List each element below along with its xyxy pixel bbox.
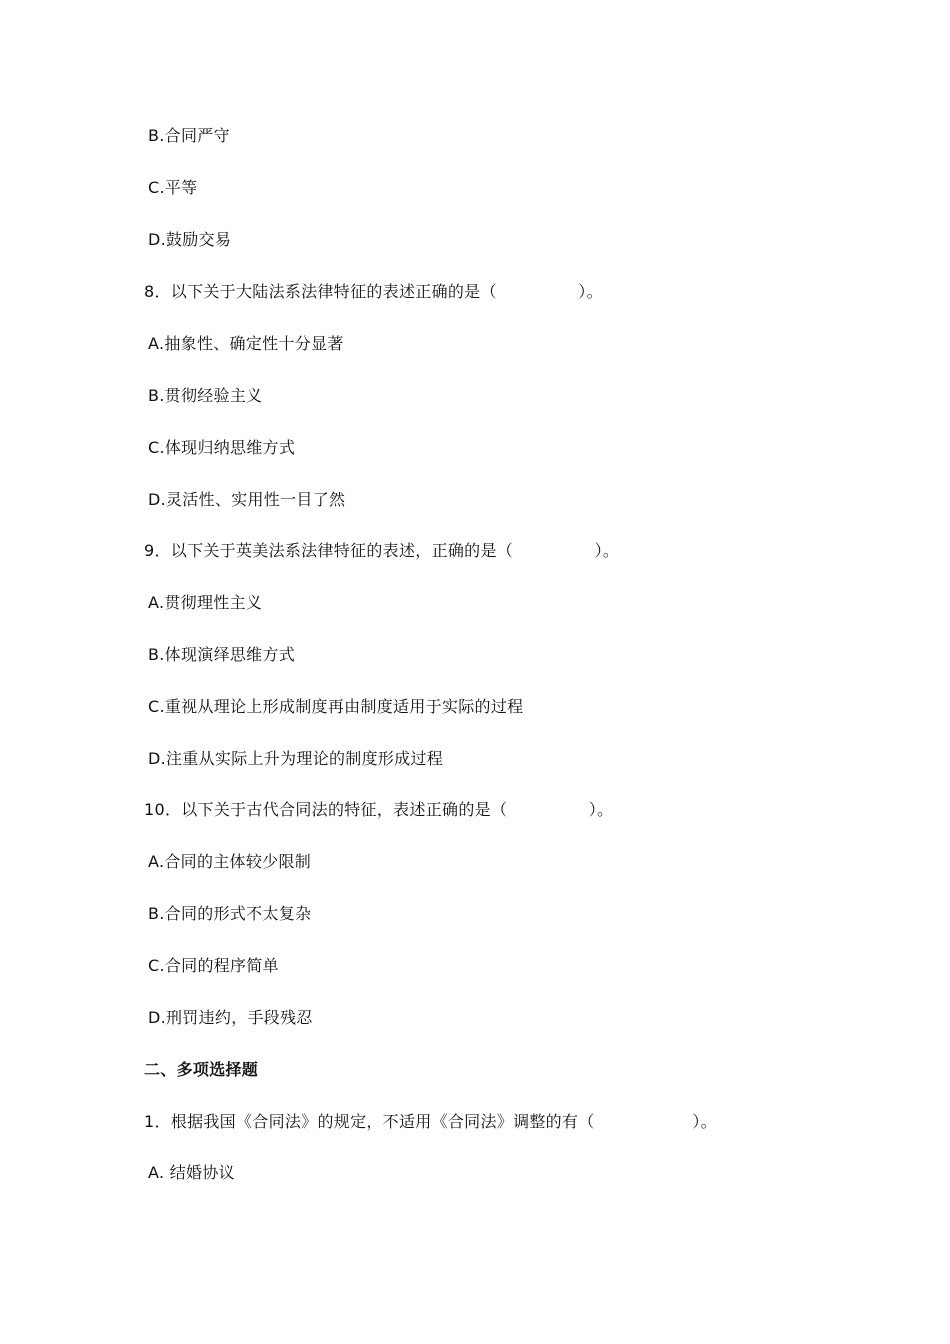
q10-option-c: C.合同的程序简单	[148, 956, 279, 975]
q7-option-d: D.鼓励交易	[148, 230, 232, 249]
q7-option-c: C.平等	[148, 178, 198, 197]
q7-option-b: B.合同严守	[148, 126, 230, 145]
q8-stem: 8．以下关于大陆法系法律特征的表述正确的是（ ）。	[144, 282, 603, 301]
section-heading-multiple-choice: 二、多项选择题	[144, 1060, 259, 1079]
q9-option-c: C.重视从理论上形成制度再由制度适用于实际的过程	[148, 697, 524, 716]
q9-stem: 9．以下关于英美法系法律特征的表述，正确的是（ ）。	[144, 541, 620, 560]
multi-q1-stem: 1．根据我国《合同法》的规定，不适用《合同法》调整的有（ ）。	[144, 1112, 717, 1131]
q9-option-b: B.体现演绎思维方式	[148, 645, 296, 664]
q8-option-a: A.抽象性、确定性十分显著	[148, 334, 344, 353]
q9-option-d: D.注重从实际上升为理论的制度形成过程	[148, 749, 444, 768]
q10-option-d: D.刑罚违约，手段残忍	[148, 1008, 313, 1027]
q9-option-a: A.贯彻理性主义	[148, 593, 263, 612]
q8-option-b: B.贯彻经验主义	[148, 386, 263, 405]
multi-q1-option-a: A. 结婚协议	[148, 1163, 235, 1182]
q8-option-d: D.灵活性、实用性一目了然	[148, 490, 346, 509]
q10-option-a: A.合同的主体较少限制	[148, 852, 312, 871]
q8-option-c: C.体现归纳思维方式	[148, 438, 296, 457]
q10-stem: 10．以下关于古代合同法的特征，表述正确的是（ ）。	[144, 800, 614, 819]
q10-option-b: B.合同的形式不太复杂	[148, 904, 312, 923]
